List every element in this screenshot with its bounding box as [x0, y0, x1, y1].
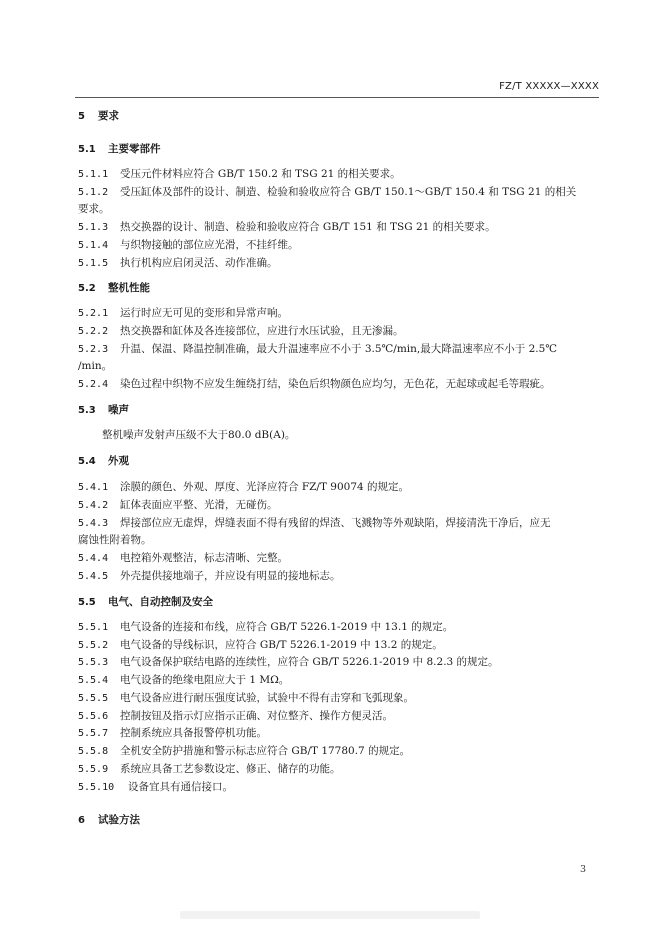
section-title: 外观	[108, 455, 129, 467]
clause-text: 热交换器的设计、制造、检验和验收应符合 GB/T 151 和 TSG 21 的相关要求。	[120, 221, 496, 233]
clause-number: 5.4.2	[78, 500, 109, 511]
section-5-5-heading	[78, 596, 213, 609]
section-5-2-heading	[78, 282, 150, 295]
clause-5-2-4	[78, 378, 551, 391]
clause-number: 5.2.4	[78, 379, 109, 390]
clause-text: 电气设备保护联结电路的连续性，应符合 GB/T 5226.1-2019 中 8.2.3 的规定。	[120, 656, 499, 668]
section-5-heading	[78, 110, 119, 123]
footer-watermark	[180, 911, 480, 919]
clause-5-1-2	[78, 186, 576, 199]
clause-number: 5.5.10	[78, 782, 115, 793]
clause-number: 5.1.5	[78, 258, 109, 269]
clause-text: 执行机构应启闭灵活、动作准确。	[120, 257, 278, 269]
clause-text: 与织物接触的部位应光滑，不挂纤维。	[120, 239, 299, 251]
document-code: FZ/T XXXXX—XXXX	[499, 81, 599, 92]
clause-text: 系统应具备工艺参数设定、修正、储存的功能。	[120, 763, 341, 775]
section-title: 噪声	[108, 404, 129, 416]
clause-text: 受压缸体及部件的设计、制造、检验和验收应符合 GB/T 150.1～GB/T 150.4 和 TSG 21 的相关	[120, 186, 577, 198]
clause-number: 5.2.3	[78, 344, 109, 355]
section-number: 5.5	[78, 597, 96, 608]
clause-number: 5.1.1	[78, 169, 109, 180]
section-5-3-heading	[78, 404, 129, 417]
clause-text: 运行时应无可见的变形和异常声响。	[120, 307, 288, 319]
clause-number: 5.2.2	[78, 326, 109, 337]
clause-5-2-2	[78, 325, 404, 338]
header-divider	[75, 97, 599, 98]
clause-text: 电控箱外观整洁，标志清晰、完整。	[120, 552, 288, 564]
clause-number: 5.4.1	[78, 482, 109, 493]
clause-5-5-10	[78, 781, 233, 794]
clause-5-5-8	[78, 745, 410, 758]
clause-number: 5.4.5	[78, 571, 109, 582]
clause-number: 5.1.4	[78, 240, 109, 251]
section-title: 电气、自动控制及安全	[108, 596, 213, 608]
section-title: 整机性能	[108, 282, 150, 294]
clause-text: 染色过程中织物不应发生缠绕打结，染色后织物颜色应均匀，无色花，无起球或起毛等瑕疵。	[120, 378, 551, 390]
clause-text: 电气设备的绝缘电阻应大于 1 MΩ。	[120, 674, 290, 686]
section-number: 5.3	[78, 405, 96, 416]
clause-5-5-9	[78, 763, 341, 776]
clause-number: 5.5.3	[78, 657, 109, 668]
clause-number: 5.5.5	[78, 693, 109, 704]
clause-number: 5.2.1	[78, 308, 109, 319]
clause-number: 5.5.6	[78, 711, 109, 722]
clause-number: 5.5.9	[78, 764, 109, 775]
clause-5-4-2	[78, 499, 278, 512]
clause-number: 5.5.4	[78, 675, 109, 686]
section-6-heading	[78, 814, 140, 827]
clause-5-5-5	[78, 692, 414, 705]
clause-text: 全机安全防护措施和警示标志应符合 GB/T 17780.7 的规定。	[120, 745, 411, 757]
section-number: 5.1	[78, 144, 96, 155]
section-5-4-heading	[78, 455, 129, 468]
clause-5-4-3	[78, 517, 551, 530]
clause-text: 涂膜的颜色、外观、厚度、光泽应符合 FZ/T 90074 的规定。	[120, 481, 410, 493]
page-number: 3	[579, 864, 586, 875]
clause-text: 焊接部位应无虚焊，焊缝表面不得有残留的焊渣、飞溅物等外观缺陷，焊接清洗干净后，应无	[120, 517, 551, 529]
clause-text: 电气设备应进行耐压强度试验，试验中不得有击穿和飞弧现象。	[120, 692, 414, 704]
clause-text: 控制系统应具备报警停机功能。	[120, 727, 267, 739]
clause-5-1-4	[78, 239, 299, 252]
clause-5-2-3	[78, 343, 557, 356]
section-number: 5.4	[78, 456, 96, 467]
clause-number: 5.1.2	[78, 187, 109, 198]
clause-5-2-3-continuation: /min。	[78, 360, 113, 372]
noise-paragraph: 整机噪声发射声压级不大于80.0 dB(A)。	[102, 429, 296, 441]
clause-text: 电气设备的连接和布线，应符合 GB/T 5226.1-2019 中 13.1 的规定。	[120, 621, 454, 633]
clause-number: 5.5.2	[78, 640, 109, 651]
clause-text: 电气设备的导线标识，应符合 GB/T 5226.1-2019 中 13.2 的规定。	[120, 639, 443, 651]
clause-5-1-1	[78, 168, 401, 181]
clause-5-4-3-continuation: 腐蚀性附着物。	[78, 534, 152, 546]
clause-text: 设备宜具有通信接口。	[128, 781, 233, 793]
section-title: 要求	[98, 110, 119, 122]
clause-5-4-5	[78, 570, 341, 583]
clause-text: 受压元件材料应符合 GB/T 150.2 和 TSG 21 的相关要求。	[120, 168, 401, 180]
clause-5-5-6	[78, 710, 393, 723]
clause-5-5-1	[78, 621, 453, 634]
clause-text: 控制按钮及指示灯应指示正确、对位整齐、操作方便灵活。	[120, 710, 393, 722]
clause-5-5-2	[78, 639, 443, 652]
clause-5-4-4	[78, 552, 288, 565]
clause-5-1-3	[78, 221, 496, 234]
clause-5-5-7	[78, 727, 267, 740]
clause-number: 5.4.3	[78, 518, 109, 529]
clause-number: 5.1.3	[78, 222, 109, 233]
section-number: 6	[78, 815, 85, 826]
section-5-1-heading	[78, 143, 161, 156]
clause-text: 缸体表面应平整、光滑，无碰伤。	[120, 499, 278, 511]
section-title: 试验方法	[98, 814, 140, 826]
clause-text: 升温、保温、降温控制准确，最大升温速率应不小于 3.5℃/min,最大降温速率应不小于 2.5℃	[120, 343, 558, 355]
clause-text: 热交换器和缸体及各连接部位，应进行水压试验，且无渗漏。	[120, 325, 404, 337]
clause-number: 5.5.1	[78, 622, 109, 633]
clause-5-1-5	[78, 257, 278, 270]
clause-5-5-4	[78, 674, 289, 687]
section-number: 5	[78, 111, 85, 122]
section-title: 主要零部件	[108, 143, 161, 155]
clause-5-5-3	[78, 656, 499, 669]
clause-number: 5.4.4	[78, 553, 109, 564]
section-number: 5.2	[78, 283, 96, 294]
clause-number: 5.5.7	[78, 728, 109, 739]
clause-5-2-1	[78, 307, 288, 320]
clause-text: 外壳提供接地端子，并应设有明显的接地标志。	[120, 570, 341, 582]
clause-5-1-2-continuation: 要求。	[78, 203, 110, 215]
clause-5-4-1	[78, 481, 409, 494]
clause-number: 5.5.8	[78, 746, 109, 757]
